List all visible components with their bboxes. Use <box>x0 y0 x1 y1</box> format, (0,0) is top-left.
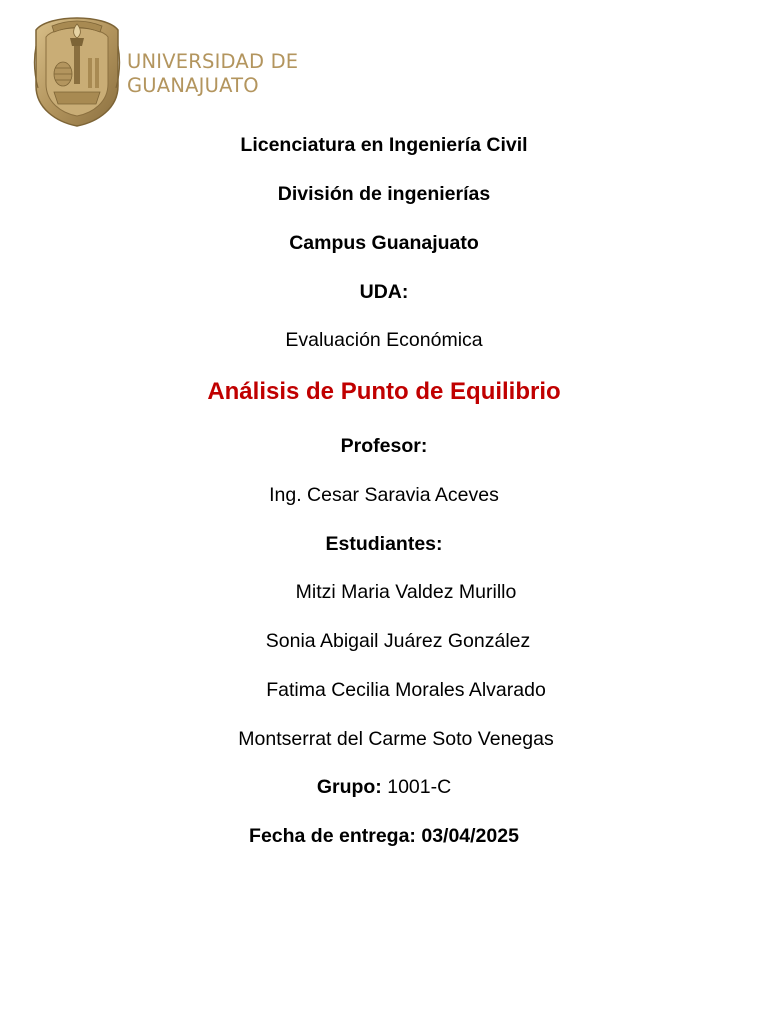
division-heading: División de ingenierías <box>277 183 491 205</box>
university-wordmark <box>127 50 298 98</box>
professor-label: Profesor: <box>340 435 428 457</box>
uda-value: Evaluación Económica <box>285 329 483 351</box>
student-name: Fatima Cecilia Morales Alvarado <box>266 679 546 701</box>
students-label: Estudiantes: <box>325 533 443 555</box>
student-name: Sonia Abigail Juárez González <box>265 630 531 652</box>
student-name: Mitzi Maria Valdez Murillo <box>295 581 517 603</box>
university-name-line1: UNIVERSIDAD DE <box>127 50 299 73</box>
student-name: Montserrat del Carme Soto Venegas <box>238 728 554 750</box>
delivery-date-label: Fecha de entrega: <box>249 825 416 847</box>
uda-label: UDA: <box>359 281 409 303</box>
campus-heading: Campus Guanajuato <box>289 232 479 254</box>
document-title: Análisis de Punto de Equilibrio <box>207 378 561 405</box>
university-name-line2: GUANAJUATO <box>127 74 259 97</box>
group-line <box>0 775 768 799</box>
professor-name: Ing. Cesar Saravia Aceves <box>269 484 499 506</box>
delivery-date-value: 03/04/2025 <box>421 825 519 847</box>
degree-heading: Licenciatura en Ingeniería Civil <box>240 134 528 156</box>
group-value: 1001-C <box>387 776 452 798</box>
group-label: Grupo: <box>316 776 382 798</box>
university-logo <box>32 16 322 128</box>
delivery-date-line <box>0 824 768 848</box>
university-shield-icon <box>32 16 122 128</box>
